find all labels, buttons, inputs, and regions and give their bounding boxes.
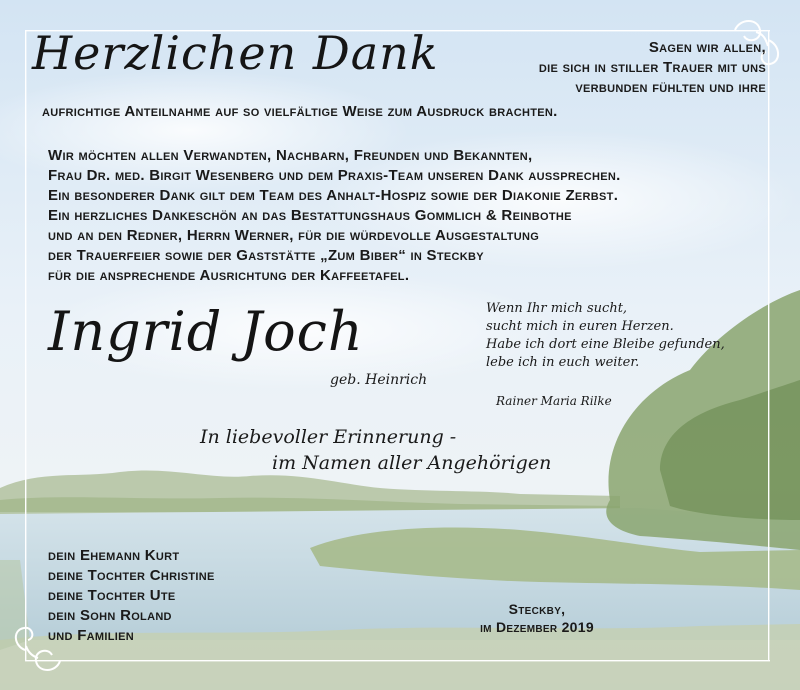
body-line: und an den Redner, Herrn Werner, für die würdevolle Ausgestaltung [48, 227, 540, 244]
deceased-name: Ingrid Joch [48, 300, 364, 363]
signer: dein Sohn Roland [48, 607, 172, 624]
memory-dedication [200, 424, 551, 476]
frame-right [768, 30, 769, 661]
intro-line: die sich in stiller Trauer mit uns [538, 59, 766, 76]
body-line: Wir möchten allen Verwandten, Nachbarn, Freunden und Bekannten, [48, 147, 533, 164]
poem-author: Rainer Maria Rilke [496, 394, 612, 408]
signer: und Familien [48, 627, 134, 644]
poem-line: Wenn Ihr mich sucht, [486, 301, 628, 316]
thanks-body [48, 146, 621, 286]
poem-line: sucht mich in euren Herzen. [486, 319, 674, 334]
memory-line: In liebevoller Erinnerung - [200, 426, 457, 448]
date: im Dezember 2019 [480, 619, 594, 635]
intro-line: aufrichtige Anteilnahme auf so vielfältige Weise zum Ausdruck brachten. [42, 103, 558, 120]
intro-line: Sagen wir allen, [648, 39, 766, 56]
place-date [472, 600, 602, 636]
frame-left [25, 30, 26, 661]
poem [486, 300, 725, 372]
poem-line: Habe ich dort eine Bleibe gefunden, [486, 337, 725, 352]
intro-line: verbunden fühlten und ihre [575, 79, 766, 96]
signers-list [48, 546, 215, 646]
body-line: für die ansprechende Ausrichtung der Kaffeetafel. [48, 267, 410, 284]
signer: dein Ehemann Kurt [48, 547, 180, 564]
poem-line: lebe ich in euch weiter. [486, 355, 640, 370]
heading-herzlichen-dank: Herzlichen Dank [32, 26, 439, 80]
frame-bottom [25, 660, 770, 661]
place: Steckby, [508, 601, 566, 617]
birth-name: geb. Heinrich [330, 372, 428, 388]
signer: deine Tochter Ute [48, 587, 176, 604]
body-line: Ein herzliches Dankeschön an das Bestattungshaus Gommlich & Reinbothe [48, 207, 572, 224]
signer: deine Tochter Christine [48, 567, 215, 584]
memory-line: im Namen aller Angehörigen [272, 452, 552, 474]
body-line: Ein besonderer Dank gilt dem Team des Anhalt-Hospiz sowie der Diakonie Zerbst. [48, 187, 619, 204]
intro-text [539, 38, 766, 98]
body-line: der Trauerfeier sowie der Gaststätte „Zum Biber“ in Steckby [48, 247, 484, 264]
body-line: Frau Dr. med. Birgit Wesenberg und dem Praxis-Team unseren Dank aussprechen. [48, 167, 621, 184]
